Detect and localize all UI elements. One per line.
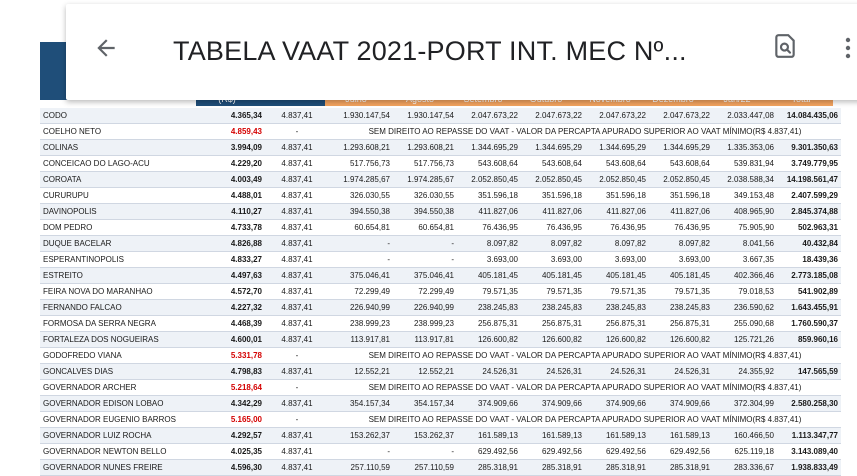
monthly-value-cell: 374.909,66 <box>457 396 521 412</box>
monthly-value-cell: 1.930.147,54 <box>329 108 393 124</box>
table-row <box>40 332 841 348</box>
monthly-value-cell: - <box>329 444 393 460</box>
monthly-value-cell: 1.344.695,29 <box>649 140 713 156</box>
monthly-value-cell: 256.875,31 <box>649 316 713 332</box>
monthly-value-cell: 411.827,06 <box>585 204 649 220</box>
municipality-cell: CODO <box>40 108 201 124</box>
monthly-value-cell: 1.974.285,67 <box>329 172 393 188</box>
vaat-min-cell: 4.837,41 <box>265 444 329 460</box>
monthly-value-cell: 256.875,31 <box>457 316 521 332</box>
no-right-message-cell: SEM DIREITO AO REPASSE DO VAAT - VALOR DA PERCAPTA APURADO SUPERIOR AO VAAT MÍNIMO(R$ 4.837,41) <box>329 412 841 428</box>
no-right-message-cell: SEM DIREITO AO REPASSE DO VAAT - VALOR DA PERCAPTA APURADO SUPERIOR AO VAAT MÍNIMO(R$ 4.837,41) <box>329 348 841 364</box>
vaat-min-cell: 4.837,41 <box>265 172 329 188</box>
vaat-min-cell: - <box>265 380 329 396</box>
arrow-back-icon <box>93 35 119 61</box>
monthly-value-cell: 8.097,82 <box>585 236 649 252</box>
monthly-value-cell: 24.355,92 <box>713 364 777 380</box>
monthly-value-cell: - <box>393 236 457 252</box>
monthly-value-cell: 161.589,13 <box>521 428 585 444</box>
monthly-value-cell: 72.299,49 <box>329 284 393 300</box>
monthly-value-cell: 3.693,00 <box>585 252 649 268</box>
monthly-value-cell: - <box>393 252 457 268</box>
monthly-value-cell: 1.344.695,29 <box>521 140 585 156</box>
monthly-value-cell: 285.318,91 <box>585 460 649 476</box>
percapita-cell: 4.600,01 <box>201 332 265 348</box>
monthly-value-cell: 256.875,31 <box>585 316 649 332</box>
monthly-value-cell: 160.466,50 <box>713 428 777 444</box>
monthly-value-cell: - <box>393 444 457 460</box>
no-right-message-cell: SEM DIREITO AO REPASSE DO VAAT - VALOR DA PERCAPTA APURADO SUPERIOR AO VAAT MÍNIMO(R$ 4.837,41) <box>329 380 841 396</box>
municipality-cell: GODOFREDO VIANA <box>40 348 201 364</box>
percapita-cell: 4.596,30 <box>201 460 265 476</box>
monthly-value-cell: 402.366,46 <box>713 268 777 284</box>
table-row <box>40 396 841 412</box>
page-margin <box>0 0 40 446</box>
monthly-value-cell: 256.875,31 <box>521 316 585 332</box>
percapita-cell: 4.572,70 <box>201 284 265 300</box>
monthly-value-cell: 226.940,99 <box>329 300 393 316</box>
total-cell: 859.960,16 <box>777 332 841 348</box>
monthly-value-cell: 2.052.850,45 <box>457 172 521 188</box>
monthly-value-cell: 543.608,64 <box>585 156 649 172</box>
google-lens-icon <box>772 33 798 59</box>
monthly-value-cell: 153.262,37 <box>329 428 393 444</box>
monthly-value-cell: 3.693,00 <box>521 252 585 268</box>
monthly-value-cell: 60.654,81 <box>329 220 393 236</box>
monthly-value-cell: 76.436,95 <box>649 220 713 236</box>
monthly-value-cell: 226.940,99 <box>393 300 457 316</box>
monthly-value-cell: 539.831,94 <box>713 156 777 172</box>
monthly-value-cell: 113.917,81 <box>329 332 393 348</box>
table-row <box>40 140 841 156</box>
total-cell: 541.902,89 <box>777 284 841 300</box>
table-row <box>40 428 841 444</box>
percapita-cell: 4.488,01 <box>201 188 265 204</box>
municipality-cell: COLINAS <box>40 140 201 156</box>
monthly-value-cell: 629.492,56 <box>649 444 713 460</box>
monthly-value-cell: 24.526,31 <box>521 364 585 380</box>
vaat-min-cell: - <box>265 124 329 140</box>
municipality-cell: DAVINOPOLIS <box>40 204 201 220</box>
municipality-cell: FERNANDO FALCAO <box>40 300 201 316</box>
more-options-button[interactable] <box>838 28 857 68</box>
monthly-value-cell: 12.552,21 <box>393 364 457 380</box>
table-row <box>40 236 841 252</box>
total-cell: 1.760.590,37 <box>777 316 841 332</box>
monthly-value-cell: 161.589,13 <box>649 428 713 444</box>
municipality-cell: COROATA <box>40 172 201 188</box>
monthly-value-cell: 24.526,31 <box>649 364 713 380</box>
total-cell: 14.198.561,47 <box>777 172 841 188</box>
municipality-cell: GONCALVES DIAS <box>40 364 201 380</box>
monthly-value-cell: 411.827,06 <box>649 204 713 220</box>
monthly-value-cell: 1.293.608,21 <box>329 140 393 156</box>
municipality-cell: CURURUPU <box>40 188 201 204</box>
table-row <box>40 220 841 236</box>
monthly-value-cell: 405.181,45 <box>585 268 649 284</box>
table-row <box>40 252 841 268</box>
monthly-value-cell: 79.571,35 <box>521 284 585 300</box>
monthly-value-cell: 2.047.673,22 <box>649 108 713 124</box>
monthly-value-cell: 351.596,18 <box>585 188 649 204</box>
monthly-value-cell: 75.905,90 <box>713 220 777 236</box>
percapita-cell: 4.798,83 <box>201 364 265 380</box>
monthly-value-cell: 2.052.850,45 <box>521 172 585 188</box>
monthly-value-cell: 238.245,83 <box>457 300 521 316</box>
vaat-min-cell: 4.837,41 <box>265 316 329 332</box>
percapita-cell: 4.468,39 <box>201 316 265 332</box>
monthly-value-cell: 8.097,82 <box>521 236 585 252</box>
monthly-value-cell: 2.047.673,22 <box>585 108 649 124</box>
table-row <box>40 108 841 124</box>
vaat-min-cell: 4.837,41 <box>265 268 329 284</box>
percapita-cell: 4.497,63 <box>201 268 265 284</box>
percapita-cell: 4.003,49 <box>201 172 265 188</box>
municipality-cell: FORTALEZA DOS NOGUEIRAS <box>40 332 201 348</box>
monthly-value-cell: 354.157,34 <box>393 396 457 412</box>
monthly-value-cell: 76.436,95 <box>521 220 585 236</box>
municipality-cell: GOVERNADOR NEWTON BELLO <box>40 444 201 460</box>
total-cell: 2.773.185,08 <box>777 268 841 284</box>
total-cell: 40.432,84 <box>777 236 841 252</box>
monthly-value-cell: 1.344.695,29 <box>457 140 521 156</box>
monthly-value-cell: 1.293.608,21 <box>393 140 457 156</box>
percapita-cell: 4.025,35 <box>201 444 265 460</box>
monthly-value-cell: 126.600,82 <box>649 332 713 348</box>
monthly-value-cell: 8.097,82 <box>457 236 521 252</box>
monthly-value-cell: 543.608,64 <box>649 156 713 172</box>
total-cell: 2.845.374,88 <box>777 204 841 220</box>
monthly-value-cell: 405.181,45 <box>521 268 585 284</box>
monthly-value-cell: 126.600,82 <box>457 332 521 348</box>
municipality-cell: CONCEICAO DO LAGO-ACU <box>40 156 201 172</box>
percapita-cell: 3.994,09 <box>201 140 265 156</box>
table-row <box>40 380 841 396</box>
monthly-value-cell: 12.552,21 <box>329 364 393 380</box>
vaat-min-cell: 4.837,41 <box>265 156 329 172</box>
google-lens-button[interactable] <box>767 28 803 64</box>
monthly-value-cell: 543.608,64 <box>457 156 521 172</box>
total-cell: 18.439,36 <box>777 252 841 268</box>
monthly-value-cell: 8.097,82 <box>649 236 713 252</box>
municipality-cell: DOM PEDRO <box>40 220 201 236</box>
municipality-cell: FORMOSA DA SERRA NEGRA <box>40 316 201 332</box>
monthly-value-cell: 372.304,99 <box>713 396 777 412</box>
monthly-value-cell: 1.344.695,29 <box>585 140 649 156</box>
vaat-min-cell: 4.837,41 <box>265 108 329 124</box>
percapita-cell: 4.833,27 <box>201 252 265 268</box>
monthly-value-cell: 255.090,68 <box>713 316 777 332</box>
vaat-min-cell: 4.837,41 <box>265 332 329 348</box>
monthly-value-cell: 629.492,56 <box>585 444 649 460</box>
total-cell: 3.143.089,40 <box>777 444 841 460</box>
monthly-value-cell: 2.047.673,22 <box>457 108 521 124</box>
percapita-cell: 4.365,34 <box>201 108 265 124</box>
monthly-value-cell: 351.596,18 <box>649 188 713 204</box>
vaat-min-cell: 4.837,41 <box>265 460 329 476</box>
total-cell: 1.113.347,77 <box>777 428 841 444</box>
monthly-value-cell: 375.046,41 <box>329 268 393 284</box>
municipality-cell: GOVERNADOR EUGENIO BARROS <box>40 412 201 428</box>
monthly-value-cell: 3.693,00 <box>457 252 521 268</box>
vaat-min-cell: 4.837,41 <box>265 396 329 412</box>
monthly-value-cell: 354.157,34 <box>329 396 393 412</box>
total-cell: 502.963,31 <box>777 220 841 236</box>
table-row <box>40 316 841 332</box>
table-row <box>40 156 841 172</box>
monthly-value-cell: 349.153,48 <box>713 188 777 204</box>
monthly-value-cell: 629.492,56 <box>521 444 585 460</box>
vaat-min-cell: 4.837,41 <box>265 284 329 300</box>
monthly-value-cell: 72.299,49 <box>393 284 457 300</box>
monthly-value-cell: - <box>329 252 393 268</box>
monthly-value-cell: 161.589,13 <box>585 428 649 444</box>
monthly-value-cell: 79.571,35 <box>649 284 713 300</box>
total-cell: 2.580.258,30 <box>777 396 841 412</box>
monthly-value-cell: 283.336,67 <box>713 460 777 476</box>
total-cell: 14.084.435,06 <box>777 108 841 124</box>
back-button[interactable] <box>88 30 124 66</box>
total-cell: 1.643.455,91 <box>777 300 841 316</box>
monthly-value-cell: 8.041,56 <box>713 236 777 252</box>
table-row <box>40 300 841 316</box>
vaat-min-cell: 4.837,41 <box>265 188 329 204</box>
percapita-cell: 5.331,78 <box>201 348 265 364</box>
total-cell: 147.565,59 <box>777 364 841 380</box>
municipality-cell: DUQUE BACELAR <box>40 236 201 252</box>
vaat-min-cell: 4.837,41 <box>265 204 329 220</box>
monthly-value-cell: 3.693,00 <box>649 252 713 268</box>
monthly-value-cell: 126.600,82 <box>585 332 649 348</box>
table-row <box>40 124 841 140</box>
table-row <box>40 172 841 188</box>
percapita-cell: 4.826,88 <box>201 236 265 252</box>
monthly-value-cell: 408.965,90 <box>713 204 777 220</box>
monthly-value-cell: 79.571,35 <box>457 284 521 300</box>
monthly-value-cell: 126.600,82 <box>521 332 585 348</box>
table-row <box>40 268 841 284</box>
table-row <box>40 364 841 380</box>
monthly-value-cell: 161.589,13 <box>457 428 521 444</box>
vaat-min-cell: 4.837,41 <box>265 220 329 236</box>
monthly-value-cell: 517.756,73 <box>393 156 457 172</box>
municipality-cell: FEIRA NOVA DO MARANHAO <box>40 284 201 300</box>
monthly-value-cell: 374.909,66 <box>585 396 649 412</box>
monthly-value-cell: 374.909,66 <box>649 396 713 412</box>
monthly-value-cell: 394.550,38 <box>329 204 393 220</box>
vaat-min-cell: 4.837,41 <box>265 300 329 316</box>
monthly-value-cell: 285.318,91 <box>521 460 585 476</box>
monthly-value-cell: 2.052.850,45 <box>649 172 713 188</box>
table-row <box>40 412 841 428</box>
percapita-cell: 5.218,64 <box>201 380 265 396</box>
monthly-value-cell: 405.181,45 <box>457 268 521 284</box>
monthly-value-cell: 79.571,35 <box>585 284 649 300</box>
monthly-value-cell: 236.590,62 <box>713 300 777 316</box>
percapita-cell: 4.733,78 <box>201 220 265 236</box>
municipality-cell: ESPERANTINOPOLIS <box>40 252 201 268</box>
monthly-value-cell: 625.119,18 <box>713 444 777 460</box>
more-vert-icon <box>844 36 852 60</box>
monthly-value-cell: 79.018,53 <box>713 284 777 300</box>
total-cell: 2.407.599,29 <box>777 188 841 204</box>
monthly-value-cell: 1.930.147,54 <box>393 108 457 124</box>
monthly-value-cell: 238.245,83 <box>585 300 649 316</box>
percapita-cell: 4.110,27 <box>201 204 265 220</box>
monthly-value-cell: 517.756,73 <box>329 156 393 172</box>
monthly-value-cell: 405.181,45 <box>649 268 713 284</box>
total-cell: 9.301.350,63 <box>777 140 841 156</box>
monthly-value-cell: 374.909,66 <box>521 396 585 412</box>
monthly-value-cell: 76.436,95 <box>457 220 521 236</box>
municipality-cell: COELHO NETO <box>40 124 201 140</box>
municipality-cell: GOVERNADOR LUIZ ROCHA <box>40 428 201 444</box>
monthly-value-cell: 238.999,23 <box>329 316 393 332</box>
monthly-value-cell: 326.030,55 <box>393 188 457 204</box>
monthly-value-cell: 113.917,81 <box>393 332 457 348</box>
monthly-value-cell: 351.596,18 <box>521 188 585 204</box>
table-row <box>40 204 841 220</box>
monthly-value-cell: - <box>329 236 393 252</box>
monthly-value-cell: 326.030,55 <box>329 188 393 204</box>
monthly-value-cell: 375.046,41 <box>393 268 457 284</box>
municipality-cell: GOVERNADOR ARCHER <box>40 380 201 396</box>
monthly-value-cell: 238.245,83 <box>521 300 585 316</box>
monthly-value-cell: 1.974.285,67 <box>393 172 457 188</box>
monthly-value-cell: 238.245,83 <box>649 300 713 316</box>
vaat-min-cell: 4.837,41 <box>265 252 329 268</box>
monthly-value-cell: 76.436,95 <box>585 220 649 236</box>
monthly-value-cell: 60.654,81 <box>393 220 457 236</box>
table-row <box>40 284 841 300</box>
monthly-value-cell: 24.526,31 <box>585 364 649 380</box>
vaat-table <box>40 108 841 476</box>
monthly-value-cell: 125.721,26 <box>713 332 777 348</box>
vaat-min-cell: 4.837,41 <box>265 364 329 380</box>
monthly-value-cell: 411.827,06 <box>521 204 585 220</box>
no-right-message-cell: SEM DIREITO AO REPASSE DO VAAT - VALOR DA PERCAPTA APURADO SUPERIOR AO VAAT MÍNIMO(R$ 4.837,41) <box>329 124 841 140</box>
monthly-value-cell: 257.110,59 <box>329 460 393 476</box>
total-cell: 1.938.833,49 <box>777 460 841 476</box>
monthly-value-cell: 285.318,91 <box>457 460 521 476</box>
percapita-cell: 4.859,43 <box>201 124 265 140</box>
table-row <box>40 348 841 364</box>
monthly-value-cell: 394.550,38 <box>393 204 457 220</box>
table-row <box>40 188 841 204</box>
percapita-cell: 4.342,29 <box>201 396 265 412</box>
document-title: TABELA VAAT 2021-PORT INT. MEC Nº... <box>173 36 687 66</box>
municipality-cell: GOVERNADOR NUNES FREIRE <box>40 460 201 476</box>
monthly-value-cell: 2.038.588,34 <box>713 172 777 188</box>
percapita-cell: 4.292,57 <box>201 428 265 444</box>
vaat-min-cell: 4.837,41 <box>265 140 329 156</box>
percapita-cell: 4.229,20 <box>201 156 265 172</box>
monthly-value-cell: 2.033.447,08 <box>713 108 777 124</box>
monthly-value-cell: 2.047.673,22 <box>521 108 585 124</box>
monthly-value-cell: 543.608,64 <box>521 156 585 172</box>
municipality-cell: GOVERNADOR EDISON LOBAO <box>40 396 201 412</box>
vaat-min-cell: - <box>265 348 329 364</box>
monthly-value-cell: 629.492,56 <box>457 444 521 460</box>
monthly-value-cell: 351.596,18 <box>457 188 521 204</box>
table-row <box>40 460 841 476</box>
monthly-value-cell: 285.318,91 <box>649 460 713 476</box>
vaat-min-cell: 4.837,41 <box>265 428 329 444</box>
monthly-value-cell: 24.526,31 <box>457 364 521 380</box>
total-cell: 3.749.779,95 <box>777 156 841 172</box>
monthly-value-cell: 2.052.850,45 <box>585 172 649 188</box>
percapita-cell: 4.227,32 <box>201 300 265 316</box>
monthly-value-cell: 3.667,35 <box>713 252 777 268</box>
monthly-value-cell: 238.999,23 <box>393 316 457 332</box>
municipality-cell: ESTREITO <box>40 268 201 284</box>
monthly-value-cell: 153.262,37 <box>393 428 457 444</box>
vaat-min-cell: - <box>265 412 329 428</box>
vaat-min-cell: 4.837,41 <box>265 236 329 252</box>
monthly-value-cell: 411.827,06 <box>457 204 521 220</box>
percapita-cell: 5.165,00 <box>201 412 265 428</box>
monthly-value-cell: 1.335.353,06 <box>713 140 777 156</box>
monthly-value-cell: 257.110,59 <box>393 460 457 476</box>
